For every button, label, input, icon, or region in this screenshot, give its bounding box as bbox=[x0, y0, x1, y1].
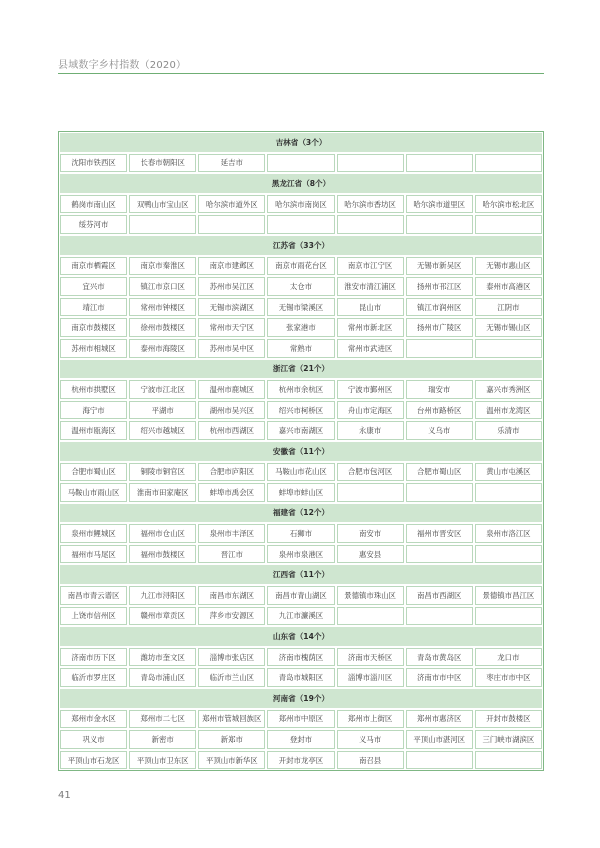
county-cell: 绍兴市越城区 bbox=[128, 420, 197, 441]
county-cell: 南召县 bbox=[336, 750, 405, 771]
county-cell: 临沂市罗庄区 bbox=[59, 667, 128, 688]
province-header-row bbox=[59, 503, 543, 524]
county-cell: 南昌市东湖区 bbox=[197, 585, 266, 606]
county-cell bbox=[197, 214, 266, 235]
province-heading: 福建省（12个） bbox=[59, 503, 543, 524]
county-cell: 蚌埠市蚌山区 bbox=[266, 482, 335, 503]
county-cell: 常州市钟楼区 bbox=[128, 297, 197, 318]
county-cell: 无锡市新吴区 bbox=[405, 256, 474, 277]
table-row bbox=[59, 462, 543, 483]
county-cell: 舟山市定海区 bbox=[336, 400, 405, 421]
county-cell: 镇江市京口区 bbox=[128, 276, 197, 297]
county-cell: 萍乡市安源区 bbox=[197, 606, 266, 627]
table-row bbox=[59, 400, 543, 421]
county-list-table-container bbox=[58, 131, 544, 771]
county-cell: 宜兴市 bbox=[59, 276, 128, 297]
county-cell: 绥芬河市 bbox=[59, 214, 128, 235]
county-cell: 泰州市海陵区 bbox=[128, 338, 197, 359]
county-cell bbox=[336, 214, 405, 235]
county-cell: 平顶山市湛河区 bbox=[405, 729, 474, 750]
county-cell: 济南市历下区 bbox=[59, 647, 128, 668]
county-cell bbox=[405, 606, 474, 627]
table-row bbox=[59, 153, 543, 174]
county-cell: 徐州市鼓楼区 bbox=[128, 317, 197, 338]
county-cell: 哈尔滨市南岗区 bbox=[266, 194, 335, 215]
county-cell: 临沂市兰山区 bbox=[197, 667, 266, 688]
county-cell: 常州市新北区 bbox=[336, 317, 405, 338]
county-cell: 南昌市青云谱区 bbox=[59, 585, 128, 606]
county-cell: 青岛市城阳区 bbox=[266, 667, 335, 688]
county-cell: 巩义市 bbox=[59, 729, 128, 750]
county-cell bbox=[336, 153, 405, 174]
county-cell: 无锡市锡山区 bbox=[474, 317, 543, 338]
province-header-row bbox=[59, 626, 543, 647]
county-cell: 无锡市梁溪区 bbox=[266, 297, 335, 318]
county-cell bbox=[266, 153, 335, 174]
county-cell: 靖江市 bbox=[59, 297, 128, 318]
table-row bbox=[59, 338, 543, 359]
county-cell: 济南市槐荫区 bbox=[266, 647, 335, 668]
county-cell: 郑州市金水区 bbox=[59, 709, 128, 730]
county-cell: 赣州市章贡区 bbox=[128, 606, 197, 627]
county-cell bbox=[405, 482, 474, 503]
county-cell: 泉州市洛江区 bbox=[474, 523, 543, 544]
county-cell: 张家港市 bbox=[266, 317, 335, 338]
county-cell: 苏州市吴中区 bbox=[197, 338, 266, 359]
county-cell: 南京市江宁区 bbox=[336, 256, 405, 277]
county-cell bbox=[405, 544, 474, 565]
county-cell: 平顶山市卫东区 bbox=[128, 750, 197, 771]
county-cell: 延吉市 bbox=[197, 153, 266, 174]
county-cell: 扬州市邗江区 bbox=[405, 276, 474, 297]
county-cell: 福州市马尾区 bbox=[59, 544, 128, 565]
county-cell: 新郑市 bbox=[197, 729, 266, 750]
county-cell: 杭州市拱墅区 bbox=[59, 379, 128, 400]
county-cell: 九江市濂溪区 bbox=[266, 606, 335, 627]
table-row bbox=[59, 750, 543, 771]
county-cell: 双鸭山市宝山区 bbox=[128, 194, 197, 215]
county-cell: 绍兴市柯桥区 bbox=[266, 400, 335, 421]
county-cell: 常州市武进区 bbox=[336, 338, 405, 359]
header-divider bbox=[58, 73, 544, 74]
county-cell: 淄博市淄川区 bbox=[336, 667, 405, 688]
table-row bbox=[59, 482, 543, 503]
table-row bbox=[59, 647, 543, 668]
province-heading: 吉林省（3个） bbox=[59, 132, 543, 153]
county-cell: 郑州市二七区 bbox=[128, 709, 197, 730]
province-heading: 黑龙江省（8个） bbox=[59, 173, 543, 194]
county-cell: 台州市路桥区 bbox=[405, 400, 474, 421]
county-cell: 哈尔滨市松北区 bbox=[474, 194, 543, 215]
county-cell: 乐清市 bbox=[474, 420, 543, 441]
county-cell: 昆山市 bbox=[336, 297, 405, 318]
province-header-row bbox=[59, 359, 543, 380]
county-cell: 上饶市信州区 bbox=[59, 606, 128, 627]
county-cell bbox=[474, 544, 543, 565]
province-header-row bbox=[59, 441, 543, 462]
county-cell: 景德镇市昌江区 bbox=[474, 585, 543, 606]
county-cell: 开封市龙亭区 bbox=[266, 750, 335, 771]
county-cell: 景德镇市珠山区 bbox=[336, 585, 405, 606]
county-cell: 扬州市广陵区 bbox=[405, 317, 474, 338]
county-cell: 南昌市青山湖区 bbox=[266, 585, 335, 606]
county-cell: 铜陵市铜官区 bbox=[128, 462, 197, 483]
county-cell: 福州市鼓楼区 bbox=[128, 544, 197, 565]
table-row bbox=[59, 709, 543, 730]
county-cell: 龙口市 bbox=[474, 647, 543, 668]
county-cell: 南京市鼓楼区 bbox=[59, 317, 128, 338]
county-cell: 三门峡市湖滨区 bbox=[474, 729, 543, 750]
table-row bbox=[59, 276, 543, 297]
county-cell: 长春市朝阳区 bbox=[128, 153, 197, 174]
county-cell: 郑州市惠济区 bbox=[405, 709, 474, 730]
county-cell: 马鞍山市花山区 bbox=[266, 462, 335, 483]
county-cell: 瑞安市 bbox=[405, 379, 474, 400]
county-cell: 无锡市滨湖区 bbox=[197, 297, 266, 318]
county-cell: 郑州市上街区 bbox=[336, 709, 405, 730]
county-cell bbox=[336, 482, 405, 503]
county-cell bbox=[405, 153, 474, 174]
county-cell: 常熟市 bbox=[266, 338, 335, 359]
table-row bbox=[59, 194, 543, 215]
county-cell bbox=[474, 153, 543, 174]
county-cell: 湖州市吴兴区 bbox=[197, 400, 266, 421]
county-cell: 杭州市余杭区 bbox=[266, 379, 335, 400]
county-cell: 义乌市 bbox=[405, 420, 474, 441]
table-row bbox=[59, 379, 543, 400]
province-header-row bbox=[59, 173, 543, 194]
county-cell: 泉州市丰泽区 bbox=[197, 523, 266, 544]
county-list-table bbox=[58, 131, 544, 771]
county-cell: 海宁市 bbox=[59, 400, 128, 421]
county-cell: 合肥市蜀山区 bbox=[405, 462, 474, 483]
county-cell: 泉州市鲤城区 bbox=[59, 523, 128, 544]
county-cell: 南京市雨花台区 bbox=[266, 256, 335, 277]
province-heading: 江西省（11个） bbox=[59, 564, 543, 585]
county-cell: 嘉兴市秀洲区 bbox=[474, 379, 543, 400]
county-cell bbox=[405, 214, 474, 235]
county-cell: 江阴市 bbox=[474, 297, 543, 318]
county-cell: 无锡市惠山区 bbox=[474, 256, 543, 277]
table-row bbox=[59, 214, 543, 235]
county-cell: 温州市瓯海区 bbox=[59, 420, 128, 441]
county-cell bbox=[474, 606, 543, 627]
county-cell: 嘉兴市南湖区 bbox=[266, 420, 335, 441]
county-cell: 哈尔滨市道外区 bbox=[197, 194, 266, 215]
county-cell: 新密市 bbox=[128, 729, 197, 750]
county-cell: 鹤岗市南山区 bbox=[59, 194, 128, 215]
province-heading: 浙江省（21个） bbox=[59, 359, 543, 380]
table-row bbox=[59, 606, 543, 627]
county-list-body bbox=[59, 132, 543, 770]
county-cell bbox=[474, 750, 543, 771]
county-cell bbox=[405, 338, 474, 359]
county-cell: 南京市建邺区 bbox=[197, 256, 266, 277]
county-cell: 登封市 bbox=[266, 729, 335, 750]
table-row bbox=[59, 523, 543, 544]
county-cell: 南京市栖霞区 bbox=[59, 256, 128, 277]
county-cell bbox=[474, 214, 543, 235]
county-cell bbox=[405, 750, 474, 771]
county-cell bbox=[128, 214, 197, 235]
page-number: 41 bbox=[58, 790, 71, 801]
table-row bbox=[59, 297, 543, 318]
county-cell: 泉州市泉港区 bbox=[266, 544, 335, 565]
county-cell: 宁波市江北区 bbox=[128, 379, 197, 400]
county-cell: 沈阳市铁西区 bbox=[59, 153, 128, 174]
county-cell: 常州市天宁区 bbox=[197, 317, 266, 338]
province-heading: 山东省（14个） bbox=[59, 626, 543, 647]
county-cell bbox=[474, 482, 543, 503]
table-row bbox=[59, 420, 543, 441]
county-cell: 合肥市庐阳区 bbox=[197, 462, 266, 483]
county-cell: 苏州市吴江区 bbox=[197, 276, 266, 297]
county-cell: 青岛市浦山区 bbox=[128, 667, 197, 688]
county-cell: 开封市鼓楼区 bbox=[474, 709, 543, 730]
county-cell: 南安市 bbox=[336, 523, 405, 544]
county-cell: 惠安县 bbox=[336, 544, 405, 565]
county-cell bbox=[474, 338, 543, 359]
county-cell: 福州市晋安区 bbox=[405, 523, 474, 544]
county-cell: 杭州市西湖区 bbox=[197, 420, 266, 441]
county-cell: 淮安市清江浦区 bbox=[336, 276, 405, 297]
province-heading: 安徽省（11个） bbox=[59, 441, 543, 462]
county-cell: 南昌市西湖区 bbox=[405, 585, 474, 606]
county-cell: 平湖市 bbox=[128, 400, 197, 421]
county-cell: 淄博市张店区 bbox=[197, 647, 266, 668]
county-cell: 黄山市屯溪区 bbox=[474, 462, 543, 483]
county-cell: 哈尔滨市香坊区 bbox=[336, 194, 405, 215]
county-cell: 永康市 bbox=[336, 420, 405, 441]
county-cell bbox=[336, 606, 405, 627]
county-cell: 泰州市高港区 bbox=[474, 276, 543, 297]
county-cell: 九江市浔阳区 bbox=[128, 585, 197, 606]
province-header-row bbox=[59, 132, 543, 153]
county-cell: 蚌埠市禹会区 bbox=[197, 482, 266, 503]
county-cell: 济南市市中区 bbox=[405, 667, 474, 688]
county-cell: 青岛市黄岛区 bbox=[405, 647, 474, 668]
county-cell: 福州市仓山区 bbox=[128, 523, 197, 544]
table-row bbox=[59, 585, 543, 606]
county-cell: 淮南市田家庵区 bbox=[128, 482, 197, 503]
county-cell: 济南市天桥区 bbox=[336, 647, 405, 668]
county-cell: 合肥市蜀山区 bbox=[59, 462, 128, 483]
province-heading: 河南省（19个） bbox=[59, 688, 543, 709]
county-cell: 温州市龙湾区 bbox=[474, 400, 543, 421]
province-header-row bbox=[59, 235, 543, 256]
table-row bbox=[59, 729, 543, 750]
county-cell: 苏州市相城区 bbox=[59, 338, 128, 359]
county-cell: 晋江市 bbox=[197, 544, 266, 565]
county-cell: 马鞍山市雨山区 bbox=[59, 482, 128, 503]
county-cell: 合肥市包河区 bbox=[336, 462, 405, 483]
county-cell: 石狮市 bbox=[266, 523, 335, 544]
county-cell: 平顶山市石龙区 bbox=[59, 750, 128, 771]
table-row bbox=[59, 544, 543, 565]
table-row bbox=[59, 317, 543, 338]
county-cell: 郑州市中原区 bbox=[266, 709, 335, 730]
province-header-row bbox=[59, 564, 543, 585]
county-cell: 枣庄市市中区 bbox=[474, 667, 543, 688]
county-cell bbox=[266, 214, 335, 235]
table-row bbox=[59, 667, 543, 688]
county-cell: 潍坊市奎文区 bbox=[128, 647, 197, 668]
county-cell: 哈尔滨市道里区 bbox=[405, 194, 474, 215]
county-cell: 郑州市管城回族区 bbox=[197, 709, 266, 730]
county-cell: 南京市秦淮区 bbox=[128, 256, 197, 277]
running-header-title: 县域数字乡村指数（2020） bbox=[58, 60, 187, 71]
table-row bbox=[59, 256, 543, 277]
county-cell: 平顶山市新华区 bbox=[197, 750, 266, 771]
province-heading: 江苏省（33个） bbox=[59, 235, 543, 256]
county-cell: 太仓市 bbox=[266, 276, 335, 297]
county-cell: 义马市 bbox=[336, 729, 405, 750]
county-cell: 宁波市鄞州区 bbox=[336, 379, 405, 400]
province-header-row bbox=[59, 688, 543, 709]
county-cell: 镇江市润州区 bbox=[405, 297, 474, 318]
county-cell: 温州市鹿城区 bbox=[197, 379, 266, 400]
